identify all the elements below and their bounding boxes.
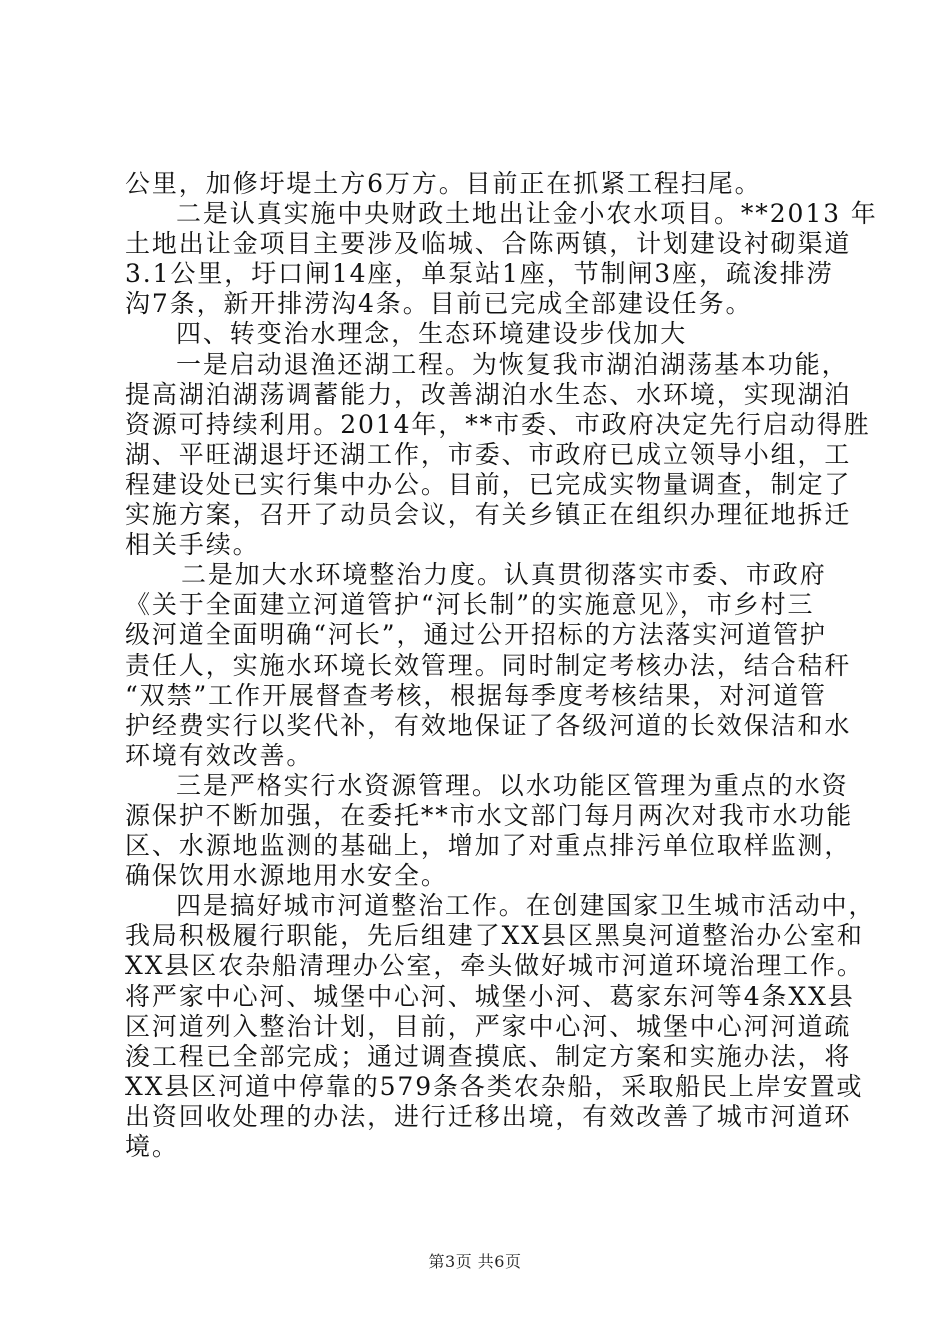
text-line: 出资回收处理的办法，进行迁移出境，有效改善了城市河道环 <box>125 1102 852 1131</box>
text-line: 公里，加修圩堤土方6万方。目前正在抓紧工程扫尾。 <box>125 169 762 198</box>
text-line: XX县区农杂船清理办公室，牵头做好城市河道环境治理工作。 <box>125 951 864 980</box>
text-line: 3.1公里，圩口闸14座，单泵站1座，节制闸3座，疏浚排涝 <box>125 259 834 288</box>
text-line: 确保饮用水源地用水安全。 <box>125 861 448 890</box>
text-line: 源保护不断加强，在委托**市水文部门每月两次对我市水功能 <box>125 801 854 830</box>
text-line: XX县区河道中停靠的579条各类农杂船，采取船民上岸安置或 <box>125 1072 864 1101</box>
text-line: 境。 <box>125 1132 179 1161</box>
text-line: 护经费实行以奖代补，有效地保证了各级河道的长效保洁和水 <box>125 711 852 740</box>
page-number-label: 第3页 共6页 <box>428 1252 522 1271</box>
section-heading: 四、转变治水理念，生态环境建设步伐加大 <box>176 319 688 348</box>
text-line: 四是搞好城市河道整治工作。在创建国家卫生城市活动中， <box>176 891 876 920</box>
page-footer <box>0 1252 950 1272</box>
text-line: 将严家中心河、城堡中心河、城堡小河、葛家东河等4条XX县 <box>125 982 855 1011</box>
text-line: 土地出让金项目主要涉及临城、合陈两镇，计划建设衬砌渠道 <box>125 229 852 258</box>
text-line: 《关于全面建立河道管护“河长制”的实施意见》，市乡村三 <box>125 590 815 619</box>
text-line: 湖、平旺湖退圩还湖工作，市委、市政府已成立领导小组，工 <box>125 440 852 469</box>
text-line: “双禁”工作开展督查考核，根据每季度考核结果，对河道管 <box>125 681 827 710</box>
text-line: 三是严格实行水资源管理。以水功能区管理为重点的水资 <box>176 771 849 800</box>
text-line: 相关手续。 <box>125 530 260 559</box>
text-line: 区、水源地监测的基础上，增加了对重点排污单位取样监测， <box>125 831 852 860</box>
text-line: 区河道列入整治计划，目前，严家中心河、城堡中心河河道疏 <box>125 1012 852 1041</box>
text-line: 沟7条，新开排涝沟4条。目前已完成全部建设任务。 <box>125 289 753 318</box>
text-line: 二是加大水环境整治力度。认真贯彻落实市委、市政府 <box>181 560 827 589</box>
text-line: 提高湖泊湖荡调蓄能力，改善湖泊水生态、水环境，实现湖泊 <box>125 380 852 409</box>
text-line: 资源可持续利用。2014年，**市委、市政府决定先行启动得胜 <box>125 410 871 439</box>
text-line: 浚工程已全部完成；通过调查摸底、制定方案和实施办法，将 <box>125 1042 852 1071</box>
text-line: 我局积极履行职能，先后组建了XX县区黑臭河道整治办公室和 <box>125 921 864 950</box>
text-line: 二是认真实施中央财政土地出让金小农水项目。**2013 年 <box>176 199 878 228</box>
text-line: 环境有效改善。 <box>125 741 314 770</box>
text-line: 级河道全面明确“河长”，通过公开招标的方法落实河道管护 <box>125 620 827 649</box>
text-line: 一是启动退渔还湖工程。为恢复我市湖泊湖荡基本功能， <box>176 350 849 379</box>
text-line: 责任人，实施水环境长效管理。同时制定考核办法，结合秸秆 <box>125 651 852 680</box>
text-line: 实施方案，召开了动员会议，有关乡镇正在组织办理征地拆迁 <box>125 500 852 529</box>
text-line: 程建设处已实行集中办公。目前，已完成实物量调查，制定了 <box>125 470 852 499</box>
